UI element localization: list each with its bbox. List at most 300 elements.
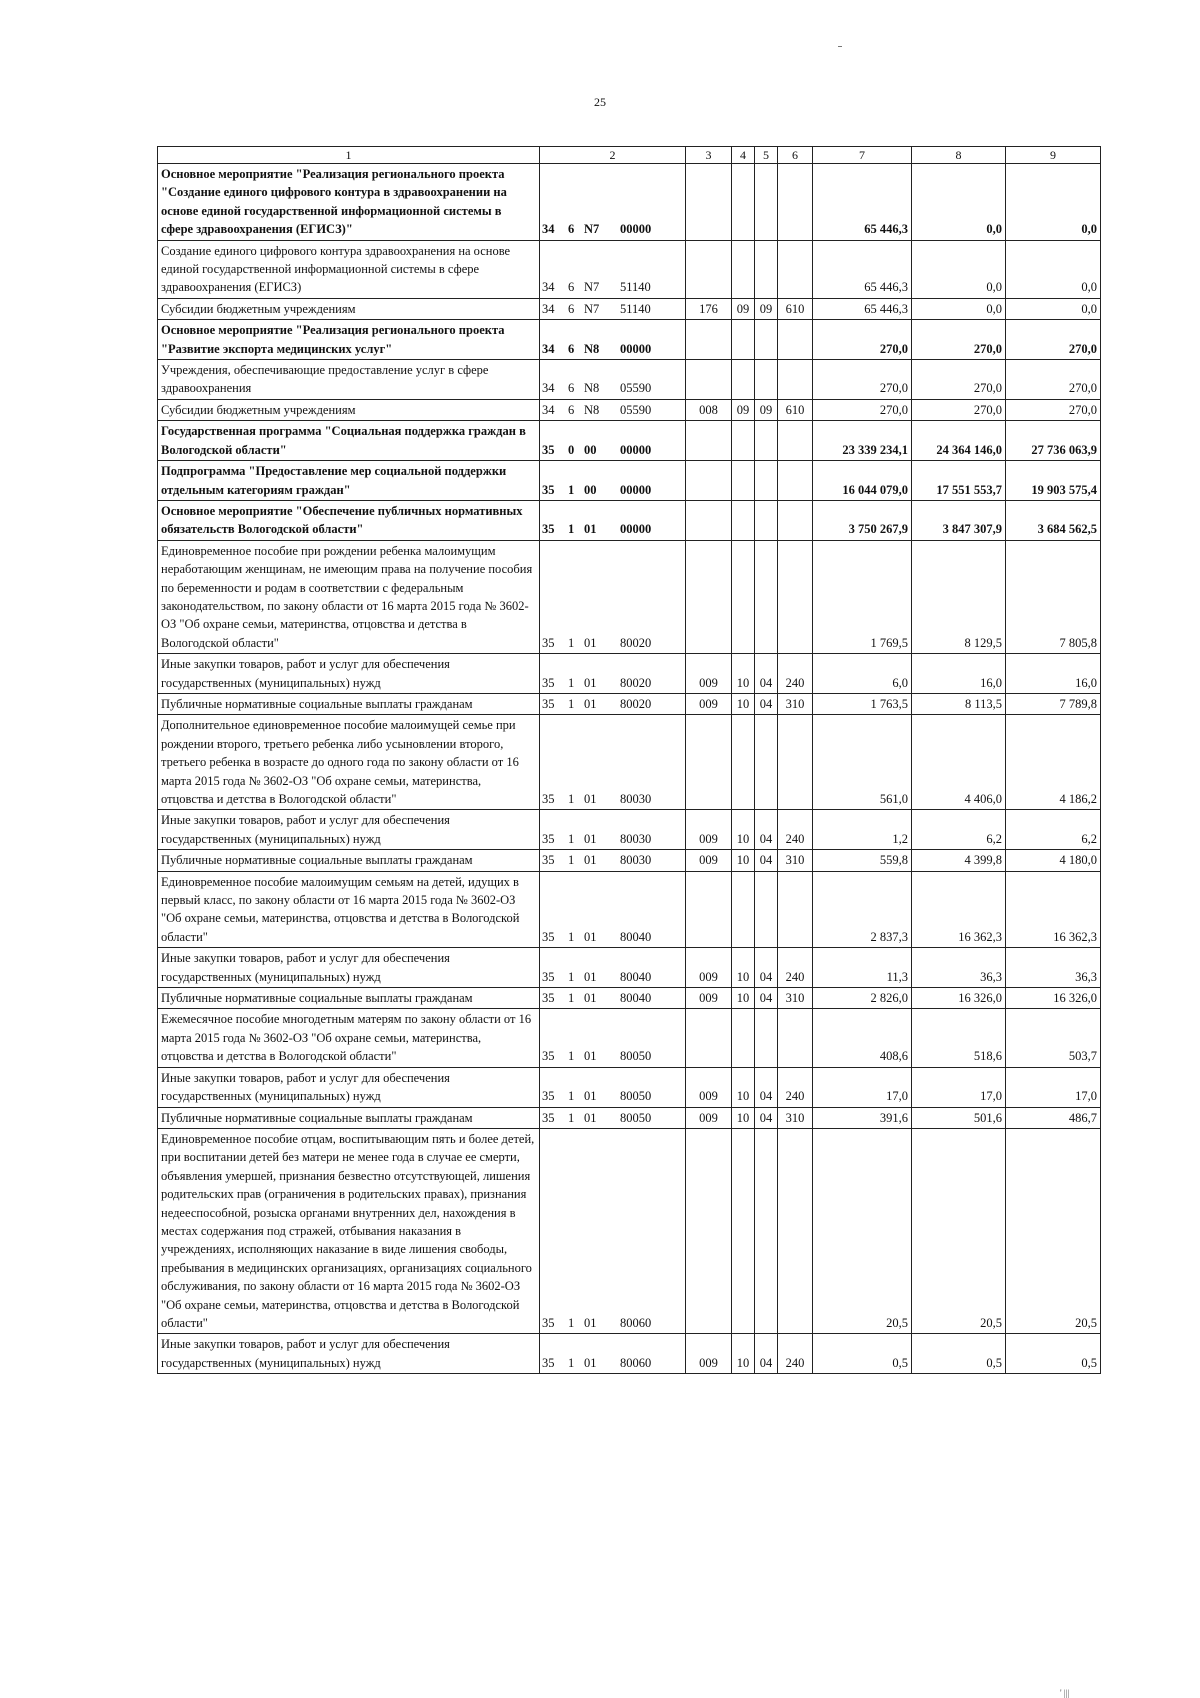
expense-type-code: 610 [778,298,813,319]
row-code [540,399,686,420]
header-cell: 2 [540,147,686,164]
amount-col-9: 16 326,0 [1006,988,1101,1009]
amount-col-8: 16,0 [912,654,1006,694]
direction-code: 80040 [620,929,652,944]
subprogram-code: 1 [568,1110,575,1125]
ministry-code [686,1009,732,1067]
amount-col-8: 270,0 [912,320,1006,360]
amount-col-8: 518,6 [912,1009,1006,1067]
subprogram-code: 1 [568,1049,575,1064]
row-code [540,298,686,319]
amount-col-7: 6,0 [813,654,912,694]
amount-col-8: 16 362,3 [912,871,1006,948]
header-cell: 7 [813,147,912,164]
table-row [158,871,1101,948]
expense-type-code: 240 [778,1067,813,1107]
program-code: 35 [542,1089,555,1104]
row-description: Иные закупки товаров, работ и услуг для обеспечения государственных (муниципальных) нужд [158,654,540,694]
amount-col-7: 65 446,3 [813,164,912,241]
measure-code: 01 [584,792,597,806]
amount-col-9: 16 362,3 [1006,871,1101,948]
ministry-code: 009 [686,1067,732,1107]
subprogram-code: 1 [568,991,575,1006]
table-row [158,693,1101,714]
amount-col-7: 1 769,5 [813,540,912,653]
measure-code: 01 [584,696,597,711]
section-code: 10 [732,1067,755,1107]
measure-code: 01 [584,1355,597,1370]
row-code [540,320,686,360]
ministry-code [686,240,732,298]
table-row [158,500,1101,540]
table-row [158,461,1101,501]
measure-code: 01 [584,1110,597,1125]
table-row [158,1009,1101,1067]
row-code [540,1067,686,1107]
amount-col-7: 270,0 [813,360,912,400]
row-description: Государственная программа "Социальная поддержка граждан в Вологодской области" [158,421,540,461]
expense-type-code [778,715,813,810]
row-code [540,1107,686,1128]
subsection-code: 09 [755,399,778,420]
program-code: 35 [542,1049,555,1064]
subprogram-code: 1 [568,853,575,868]
row-description: Основное мероприятие "Реализация регионального проекта "Создание единого цифрового контура в здравоохранении на основе единой государственной информационной системы в сфере здравоохранения (ЕГИСЗ)" [158,164,540,241]
amount-col-7: 561,0 [813,715,912,810]
amount-col-8: 17 551 553,7 [912,461,1006,501]
table-row [158,948,1101,988]
header-cell: 4 [732,147,755,164]
amount-col-9: 17,0 [1006,1067,1101,1107]
row-code [540,164,686,241]
measure-code: N7 [584,280,600,295]
subprogram-code: 6 [568,280,575,295]
ministry-code [686,461,732,501]
program-code: 34 [542,381,555,396]
amount-col-8: 0,0 [912,298,1006,319]
measure-code: 01 [584,831,597,846]
table-row [158,715,1101,810]
amount-col-8: 24 364 146,0 [912,421,1006,461]
amount-col-8: 16 326,0 [912,988,1006,1009]
row-description: Публичные нормативные социальные выплаты гражданам [158,988,540,1009]
subprogram-code: 1 [568,929,575,944]
header-cell: 9 [1006,147,1101,164]
row-code [540,988,686,1009]
amount-col-7: 391,6 [813,1107,912,1128]
header-cell: 5 [755,147,778,164]
direction-code: 00000 [620,222,652,237]
row-description: Иные закупки товаров, работ и услуг для обеспечения государственных (муниципальных) нужд [158,810,540,850]
program-code: 35 [542,792,555,806]
ministry-code: 009 [686,810,732,850]
table-row [158,810,1101,850]
measure-code: N8 [584,381,600,396]
section-code [732,320,755,360]
expense-type-code [778,320,813,360]
amount-col-9: 0,0 [1006,240,1101,298]
measure-code: 00 [584,482,597,497]
row-description: Единовременное пособие малоимущим семьям на детей, идущих в первый класс, по закону области от 16 марта 2015 года № 3602-ОЗ "Об охране семьи, материнства, отцовства и детства в Вологодской области" [158,871,540,948]
direction-code: 80050 [620,1089,652,1104]
amount-col-8: 270,0 [912,360,1006,400]
program-code: 35 [542,991,555,1006]
scan-mark-bottom: ' ||| [1060,1688,1070,1698]
amount-col-8: 17,0 [912,1067,1006,1107]
header-cell: 1 [158,147,540,164]
amount-col-7: 2 826,0 [813,988,912,1009]
row-code [540,421,686,461]
row-description: Учреждения, обеспечивающие предоставление услуг в сфере здравоохранения [158,360,540,400]
measure-code: 01 [584,675,597,690]
direction-code: 80020 [620,635,652,650]
header-cell: 8 [912,147,1006,164]
section-code: 09 [732,399,755,420]
amount-col-7: 3 750 267,9 [813,500,912,540]
direction-code: 80020 [620,675,652,690]
row-code [540,871,686,948]
expense-type-code: 240 [778,1334,813,1374]
subprogram-code: 1 [568,831,575,846]
expense-type-code [778,540,813,653]
ministry-code [686,164,732,241]
row-code [540,500,686,540]
measure-code: 01 [584,969,597,984]
program-code: 35 [542,482,555,497]
table-row [158,850,1101,871]
amount-col-7: 65 446,3 [813,298,912,319]
subprogram-code: 1 [568,969,575,984]
subsection-code: 04 [755,1107,778,1128]
subsection-code [755,540,778,653]
ministry-code [686,715,732,810]
amount-col-8: 0,5 [912,1334,1006,1374]
amount-col-7: 20,5 [813,1128,912,1333]
ministry-code [686,360,732,400]
table-row [158,540,1101,653]
amount-col-9: 7 789,8 [1006,693,1101,714]
amount-col-8: 270,0 [912,399,1006,420]
program-code: 34 [542,402,555,417]
table-row [158,240,1101,298]
subsection-code [755,164,778,241]
amount-col-7: 17,0 [813,1067,912,1107]
expense-type-code [778,500,813,540]
amount-col-7: 1,2 [813,810,912,850]
ministry-code: 008 [686,399,732,420]
ministry-code [686,320,732,360]
ministry-code: 009 [686,948,732,988]
amount-col-9: 7 805,8 [1006,540,1101,653]
row-description: Основное мероприятие "Обеспечение публичных нормативных обязательств Вологодской области" [158,500,540,540]
row-description: Подпрограмма "Предоставление мер социальной поддержки отдельным категориям граждан" [158,461,540,501]
header-cell: 3 [686,147,732,164]
section-code: 10 [732,654,755,694]
ministry-code [686,421,732,461]
measure-code: 01 [584,1315,597,1330]
program-code: 35 [542,1355,555,1370]
amount-col-7: 65 446,3 [813,240,912,298]
row-code [540,715,686,810]
section-code: 09 [732,298,755,319]
amount-col-8: 3 847 307,9 [912,500,1006,540]
expense-type-code: 240 [778,654,813,694]
amount-col-9: 19 903 575,4 [1006,461,1101,501]
program-code: 35 [542,853,555,868]
section-code [732,360,755,400]
program-code: 35 [542,929,555,944]
measure-code: N8 [584,341,600,356]
section-code [732,715,755,810]
expense-type-code: 240 [778,948,813,988]
amount-col-8: 0,0 [912,240,1006,298]
row-code [540,810,686,850]
amount-col-7: 11,3 [813,948,912,988]
direction-code: 00000 [620,442,652,457]
amount-col-9: 270,0 [1006,360,1101,400]
section-code: 10 [732,1107,755,1128]
direction-code: 05590 [620,402,652,417]
section-code [732,1009,755,1067]
direction-code: 80060 [620,1355,652,1370]
direction-code: 05590 [620,381,652,396]
amount-col-9: 27 736 063,9 [1006,421,1101,461]
direction-code: 51140 [620,301,651,316]
subsection-code [755,715,778,810]
subprogram-code: 6 [568,222,575,237]
row-description: Иные закупки товаров, работ и услуг для обеспечения государственных (муниципальных) нужд [158,1334,540,1374]
row-description: Субсидии бюджетным учреждениям [158,298,540,319]
amount-col-8: 8 129,5 [912,540,1006,653]
program-code: 35 [542,696,555,711]
table-row [158,320,1101,360]
direction-code: 80050 [620,1110,652,1125]
table-row [158,360,1101,400]
program-code: 35 [542,522,555,537]
table-row [158,298,1101,319]
amount-col-8: 501,6 [912,1107,1006,1128]
amount-col-7: 270,0 [813,320,912,360]
subsection-code [755,1009,778,1067]
row-code [540,693,686,714]
row-description: Субсидии бюджетным учреждениям [158,399,540,420]
subsection-code: 04 [755,693,778,714]
subsection-code: 04 [755,1334,778,1374]
measure-code: 01 [584,929,597,944]
amount-col-8: 6,2 [912,810,1006,850]
row-description: Единовременное пособие при рождении ребенка малоимущим неработающим женщинам, не имеющим права на получение пособия по беременности и родам в соответствии с федеральным законодательством, по закону области от 16 марта 2015 года № 3602-ОЗ "Об охране семьи, материнства, отцовства и детства в Вологодской области" [158,540,540,653]
expense-type-code: 310 [778,1107,813,1128]
amount-col-9: 16,0 [1006,654,1101,694]
amount-col-9: 6,2 [1006,810,1101,850]
row-code [540,240,686,298]
program-code: 35 [542,969,555,984]
amount-col-9: 270,0 [1006,399,1101,420]
program-code: 35 [542,831,555,846]
measure-code: N7 [584,301,600,316]
row-code [540,1128,686,1333]
direction-code: 80050 [620,1049,652,1064]
ministry-code [686,500,732,540]
program-code: 35 [542,675,555,690]
amount-col-8: 20,5 [912,1128,1006,1333]
program-code: 35 [542,1110,555,1125]
direction-code: 00000 [620,482,652,497]
amount-col-7: 1 763,5 [813,693,912,714]
subprogram-code: 1 [568,635,575,650]
expense-type-code [778,871,813,948]
subsection-code: 04 [755,810,778,850]
subsection-code: 04 [755,850,778,871]
row-description: Основное мероприятие "Реализация регионального проекта "Развитие экспорта медицинских услуг" [158,320,540,360]
amount-col-7: 270,0 [813,399,912,420]
amount-col-8: 4 399,8 [912,850,1006,871]
subsection-code [755,421,778,461]
ministry-code: 176 [686,298,732,319]
header-row [158,147,1101,164]
ministry-code: 009 [686,850,732,871]
subsection-code [755,871,778,948]
row-code [540,654,686,694]
expense-type-code [778,164,813,241]
budget-table [157,146,1101,1374]
direction-code: 00000 [620,522,652,537]
subprogram-code: 0 [568,442,575,457]
expense-type-code: 310 [778,988,813,1009]
amount-col-8: 0,0 [912,164,1006,241]
amount-col-8: 36,3 [912,948,1006,988]
row-description: Публичные нормативные социальные выплаты гражданам [158,850,540,871]
ministry-code [686,871,732,948]
table-row [158,164,1101,241]
subprogram-code: 1 [568,675,575,690]
subprogram-code: 1 [568,1355,575,1370]
expense-type-code [778,240,813,298]
section-code [732,1128,755,1333]
subsection-code: 04 [755,988,778,1009]
amount-col-9: 270,0 [1006,320,1101,360]
ministry-code: 009 [686,1107,732,1128]
program-code: 35 [542,635,555,650]
ministry-code: 009 [686,988,732,1009]
direction-code: 51140 [620,280,651,295]
expense-type-code: 310 [778,850,813,871]
section-code [732,540,755,653]
amount-col-9: 486,7 [1006,1107,1101,1128]
amount-col-9: 503,7 [1006,1009,1101,1067]
amount-col-9: 0,0 [1006,298,1101,319]
direction-code: 80040 [620,991,652,1006]
row-description: Публичные нормативные социальные выплаты гражданам [158,1107,540,1128]
subprogram-code: 1 [568,522,575,537]
ministry-code: 009 [686,1334,732,1374]
row-description: Ежемесячное пособие многодетным матерям по закону области от 16 марта 2015 года № 3602-ОЗ "Об охране семьи, материнства, отцовства и детства в Вологодской области" [158,1009,540,1067]
subprogram-code: 6 [568,402,575,417]
table-row [158,988,1101,1009]
section-code: 10 [732,948,755,988]
row-code [540,540,686,653]
subsection-code: 04 [755,1067,778,1107]
table-row [158,421,1101,461]
subsection-code [755,320,778,360]
amount-col-9: 4 180,0 [1006,850,1101,871]
expense-type-code [778,461,813,501]
subsection-code [755,240,778,298]
subprogram-code: 6 [568,341,575,356]
measure-code: 01 [584,1089,597,1104]
row-description: Публичные нормативные социальные выплаты гражданам [158,693,540,714]
subprogram-code: 6 [568,301,575,316]
measure-code: 01 [584,522,597,537]
section-code: 10 [732,988,755,1009]
direction-code: 80030 [620,831,652,846]
section-code: 10 [732,1334,755,1374]
expense-type-code [778,360,813,400]
amount-col-9: 4 186,2 [1006,715,1101,810]
direction-code: 80040 [620,969,652,984]
amount-col-7: 23 339 234,1 [813,421,912,461]
subprogram-code: 1 [568,482,575,497]
subsection-code: 09 [755,298,778,319]
section-code [732,500,755,540]
program-code: 35 [542,1315,555,1330]
subprogram-code: 6 [568,381,575,396]
subsection-code [755,461,778,501]
table-row [158,1334,1101,1374]
subprogram-code: 1 [568,1315,575,1330]
table-row [158,399,1101,420]
program-code: 34 [542,301,555,316]
amount-col-8: 4 406,0 [912,715,1006,810]
row-description: Единовременное пособие отцам, воспитывающим пять и более детей, при воспитании детей без матери не менее года в случае ее смерти, объявления умершей, признания безвестно отсутствующей, лишения родительских прав (ограничения в родительских правах), признания недееспособной, розыска органами внутренних дел, нахождения в местах содержания под стражей, отбывания наказания в учреждениях, исполняющих наказание в виде лишения свободы, пребывания в медицинских организациях, организациях социального обслуживания, по закону области от 16 марта 2015 года № 3602-ОЗ "Об охране семьи, материнства, отцовства и детства в Вологодской области" [158,1128,540,1333]
row-code [540,360,686,400]
scan-mark [838,46,842,47]
amount-col-9: 3 684 562,5 [1006,500,1101,540]
subprogram-code: 1 [568,792,575,806]
measure-code: 01 [584,1049,597,1064]
expense-type-code: 610 [778,399,813,420]
expense-type-code: 240 [778,810,813,850]
ministry-code: 009 [686,693,732,714]
measure-code: 01 [584,991,597,1006]
table-row [158,1107,1101,1128]
amount-col-9: 0,5 [1006,1334,1101,1374]
amount-col-7: 408,6 [813,1009,912,1067]
direction-code: 80060 [620,1315,652,1330]
row-code [540,461,686,501]
row-description: Иные закупки товаров, работ и услуг для обеспечения государственных (муниципальных) нужд [158,948,540,988]
row-description: Создание единого цифрового контура здравоохранения на основе единой государственной информационной системы в сфере здравоохранения (ЕГИСЗ) [158,240,540,298]
row-code [540,948,686,988]
program-code: 34 [542,222,555,237]
row-code [540,1334,686,1374]
section-code: 10 [732,693,755,714]
subsection-code [755,360,778,400]
program-code: 34 [542,341,555,356]
program-code: 35 [542,442,555,457]
measure-code: 01 [584,853,597,868]
direction-code: 80020 [620,696,652,711]
table-body [158,147,1101,1374]
section-code [732,164,755,241]
amount-col-7: 559,8 [813,850,912,871]
program-code: 34 [542,280,555,295]
amount-col-9: 20,5 [1006,1128,1101,1333]
direction-code: 00000 [620,341,652,356]
section-code [732,871,755,948]
amount-col-7: 16 044 079,0 [813,461,912,501]
table-row [158,1128,1101,1333]
